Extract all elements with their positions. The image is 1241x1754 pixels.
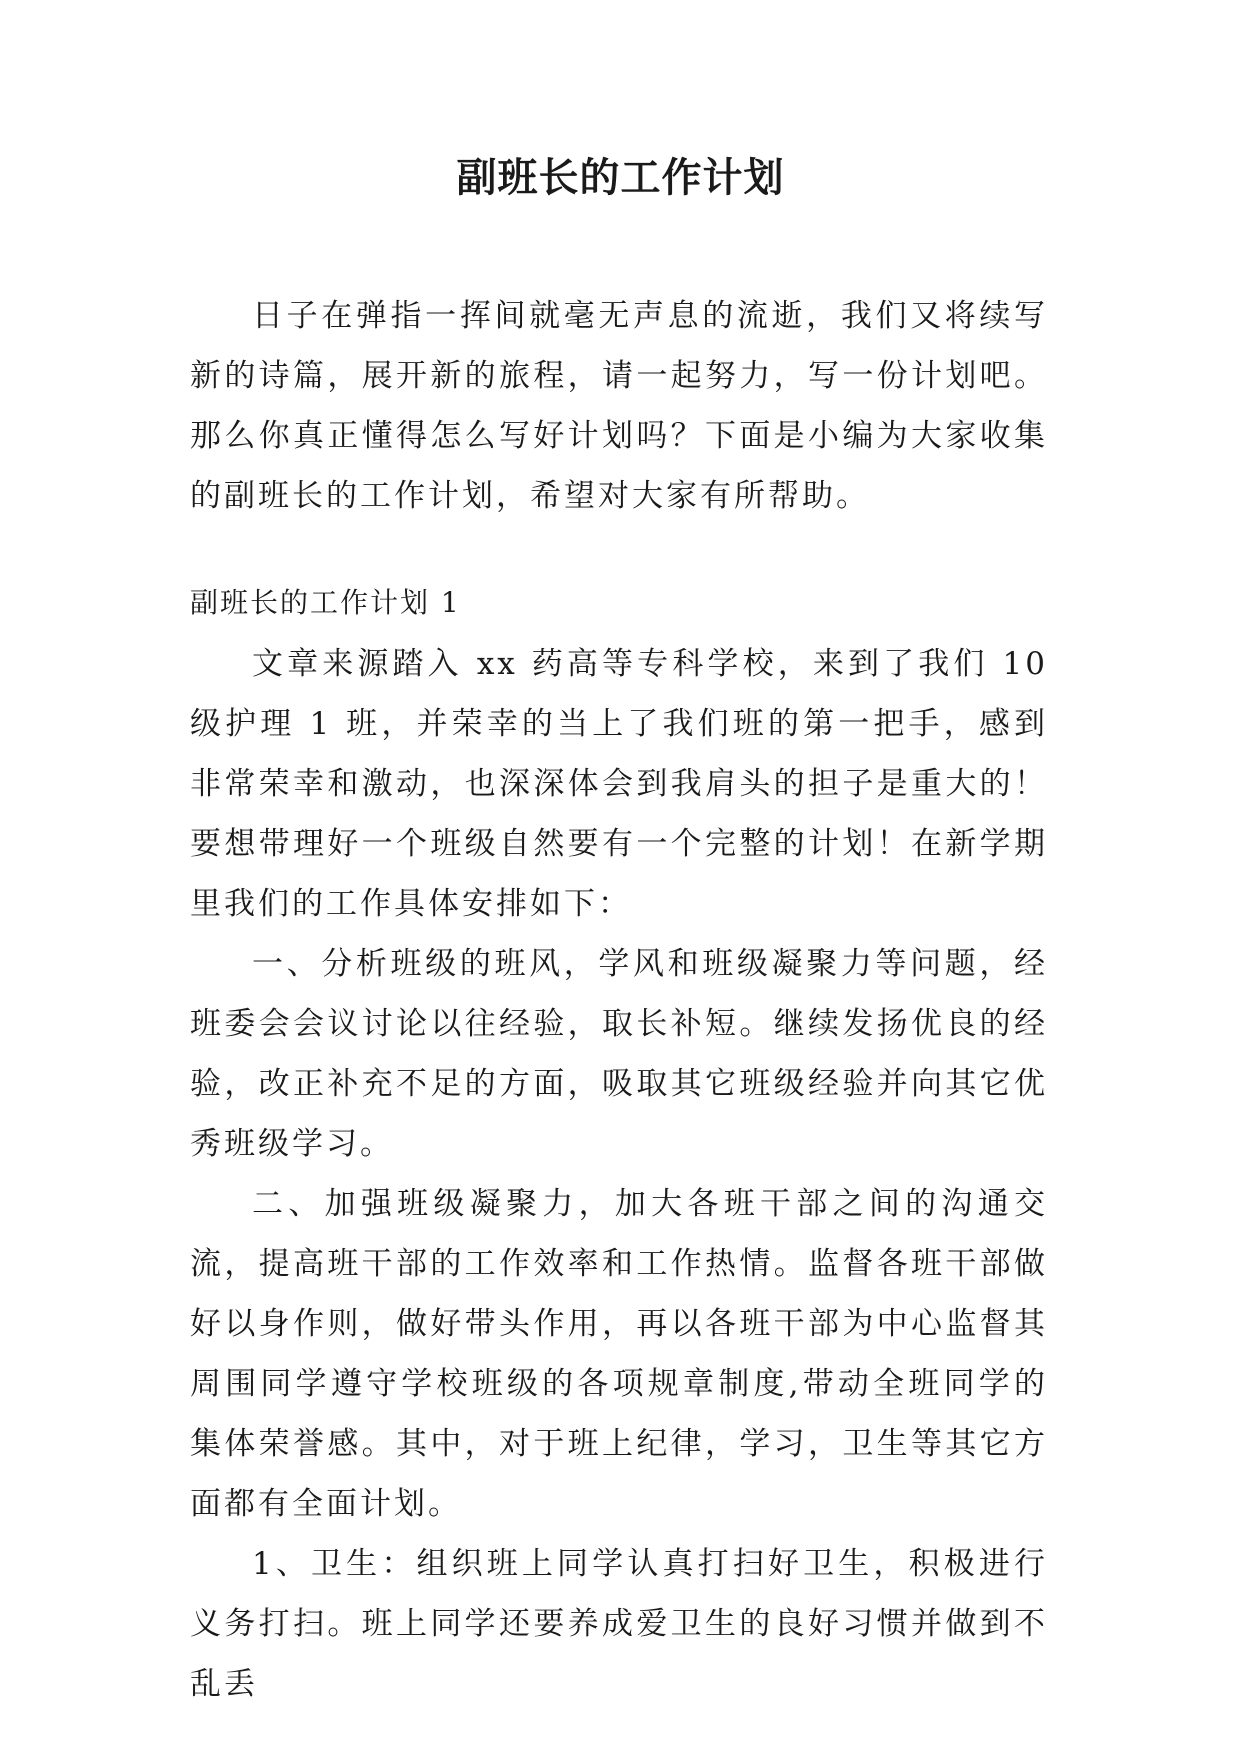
body-paragraph-4: 1、卫生：组织班上同学认真打扫好卫生，积极进行义务打扫。班上同学还要养成爱卫生的良好习惯并做到不乱丢	[190, 1546, 1048, 1702]
intro-paragraph: 日子在弹指一挥间就毫无声息的流逝，我们又将续写新的诗篇，展开新的旅程，请一起努力，写一份计划吧。那么你真正懂得怎么写好计划吗？下面是小编为大家收集的副班长的工作计划，希望对大家有所帮助。	[190, 298, 1048, 514]
section-body	[190, 634, 1048, 1714]
body-paragraph-3: 二、加强班级凝聚力，加大各班干部之间的沟通交流，提高班干部的工作效率和工作热情。监督各班干部做好以身作则，做好带头作用，再以各班干部为中心监督其周围同学遵守学校班级的各项规章制度,带动全班同学的集体荣誉感。其中，对于班上纪律，学习，卫生等其它方面都有全面计划。	[190, 1186, 1048, 1522]
document-title: 副班长的工作计划	[456, 154, 785, 201]
body-paragraph-1: 文章来源踏入 xx 药高等专科学校，来到了我们 10 级护理 1 班，并荣幸的当上了我们班的第一把手，感到非常荣幸和激动，也深深体会到我肩头的担子是重大的！要想带理好一个班级自然要有一个完整的计划！在新学期里我们的工作具体安排如下：	[190, 646, 1048, 922]
body-paragraph-2: 一、分析班级的班风，学风和班级凝聚力等问题，经班委会会议讨论以往经验，取长补短。继续发扬优良的经验，改正补充不足的方面，吸取其它班级经验并向其它优秀班级学习。	[190, 946, 1048, 1162]
section-heading: 副班长的工作计划 1	[190, 586, 461, 619]
intro-block	[190, 286, 1048, 526]
